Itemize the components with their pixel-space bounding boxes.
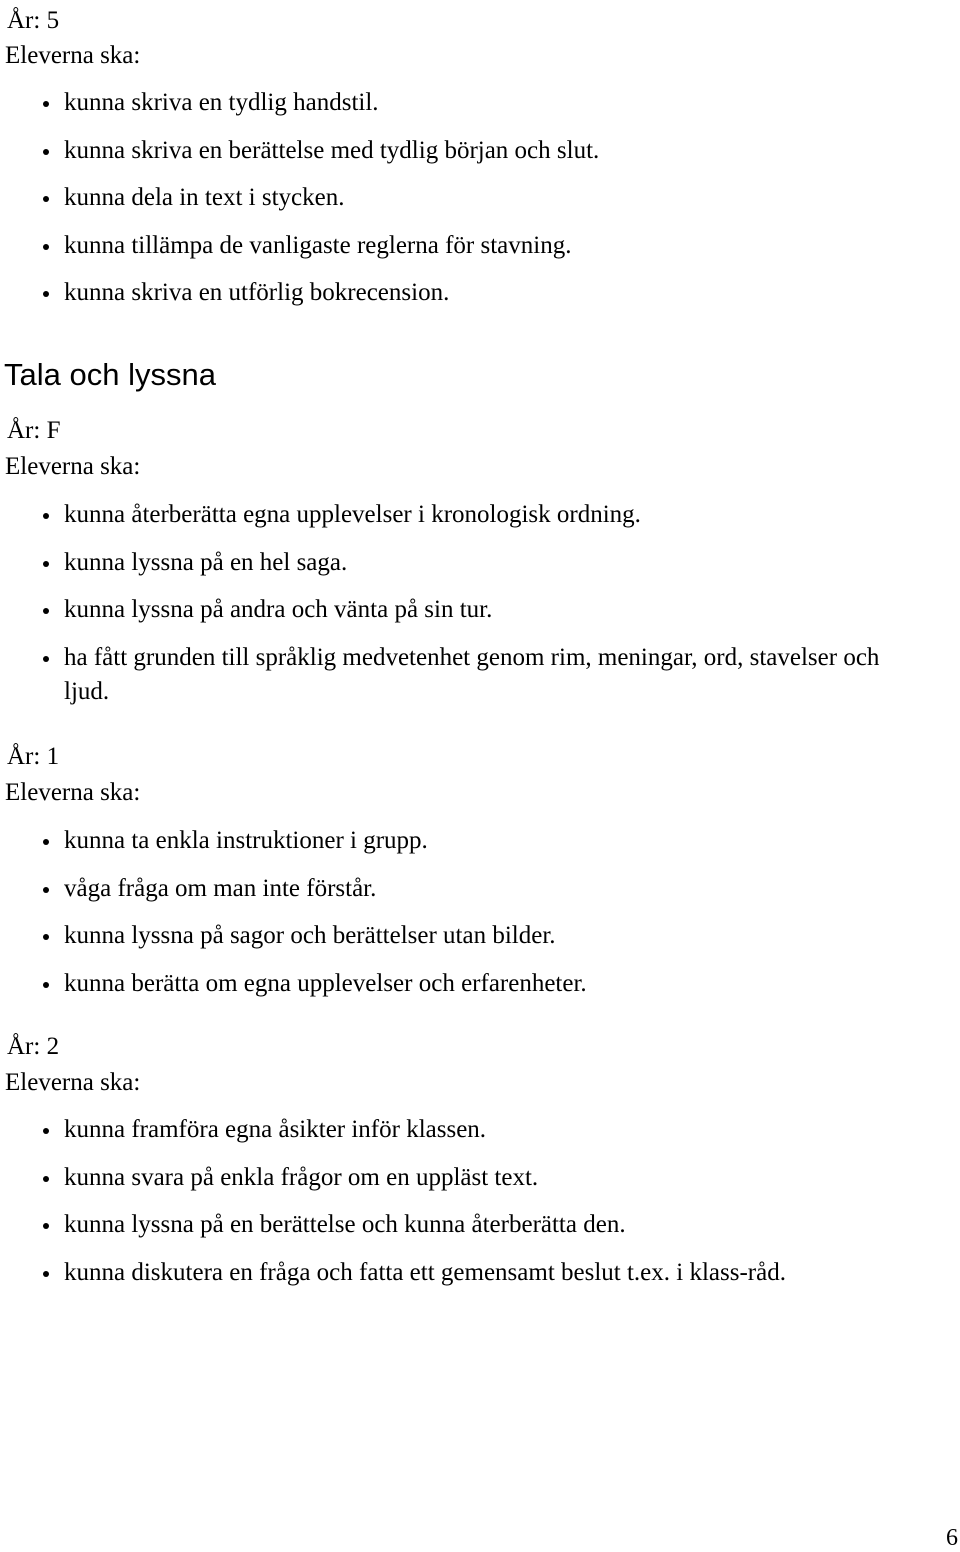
list-item: kunna ta enkla instruktioner i grupp. [0, 824, 924, 858]
year-1-label: År: 1 [7, 743, 60, 770]
goal-list-year-5 [0, 86, 960, 324]
list-item: kunna lyssna på sagor och berättelser utan bilder. [0, 919, 924, 953]
students-label: Eleverna ska: [5, 779, 141, 806]
list-item: kunna tillämpa de vanligaste reglerna för stavning. [0, 229, 924, 263]
page-number: 6 [946, 1525, 958, 1551]
goal-list-year-f [0, 498, 960, 722]
list-item: våga fråga om man inte förstår. [0, 872, 924, 906]
list-item: kunna skriva en berättelse med tydlig början och slut. [0, 134, 924, 168]
list-item: kunna framföra egna åsikter inför klassen. [0, 1113, 924, 1147]
list-item: kunna diskutera en fråga och fatta ett gemensamt beslut t.ex. i klass-råd. [0, 1256, 924, 1290]
list-item: kunna lyssna på en hel saga. [0, 546, 924, 580]
students-label: Eleverna ska: [5, 1069, 141, 1096]
list-item: kunna berätta om egna upplevelser och erfarenheter. [0, 967, 924, 1001]
goal-list-year-2 [0, 1113, 960, 1303]
list-item: kunna dela in text i stycken. [0, 181, 924, 215]
students-label: Eleverna ska: [5, 42, 141, 69]
section-heading: Tala och lyssna [4, 357, 216, 392]
list-item: kunna lyssna på andra och vänta på sin tur. [0, 593, 924, 627]
list-item: kunna svara på enkla frågor om en uppläst text. [0, 1161, 924, 1195]
list-item: kunna skriva en utförlig bokrecension. [0, 276, 924, 310]
list-item: kunna återberätta egna upplevelser i kronologisk ordning. [0, 498, 924, 532]
year-f-label: År: F [7, 417, 61, 444]
list-item: kunna lyssna på en berättelse och kunna återberätta den. [0, 1208, 924, 1242]
list-item: ha fått grunden till språklig medvetenhet genom rim, meningar, ord, stavelser och ljud. [0, 641, 924, 709]
goal-list-year-1 [0, 824, 960, 1014]
year-2-label: År: 2 [7, 1033, 60, 1060]
list-item: kunna skriva en tydlig handstil. [0, 86, 924, 120]
students-label: Eleverna ska: [5, 453, 141, 480]
year-5-label: År: 5 [7, 7, 60, 34]
